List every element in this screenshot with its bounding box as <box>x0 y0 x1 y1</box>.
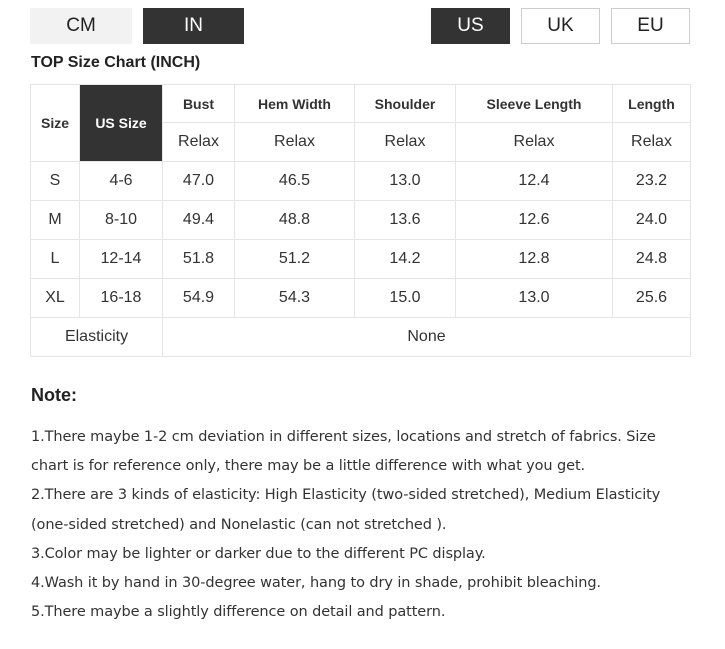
region-eu-button[interactable]: EU <box>611 8 690 44</box>
value-cell: 24.0 <box>613 201 691 240</box>
value-cell: 12.6 <box>456 201 613 240</box>
value-cell: 13.6 <box>355 201 456 240</box>
value-cell: 47.0 <box>163 162 235 201</box>
us-size-header: US Size <box>80 85 163 162</box>
size-cell: L <box>31 240 80 279</box>
value-cell: 12.4 <box>456 162 613 201</box>
value-cell: 54.3 <box>235 279 355 318</box>
us-size-cell: 4-6 <box>80 162 163 201</box>
value-cell: 49.4 <box>163 201 235 240</box>
table-row <box>31 279 691 318</box>
column-header: Sleeve Length <box>456 85 613 123</box>
value-cell: 13.0 <box>456 279 613 318</box>
value-cell: 23.2 <box>613 162 691 201</box>
value-cell: 14.2 <box>355 240 456 279</box>
column-subheader: Relax <box>613 123 691 162</box>
table-header-row <box>31 85 691 123</box>
size-cell: M <box>31 201 80 240</box>
note-item: 3.Color may be lighter or darker due to the different PC display. <box>31 545 486 562</box>
elasticity-row <box>31 318 691 357</box>
unit-in-button[interactable]: IN <box>143 8 244 44</box>
region-uk-button[interactable]: UK <box>521 8 600 44</box>
notes-list <box>31 423 681 627</box>
note-title: Note: <box>31 385 77 405</box>
column-subheader: Relax <box>235 123 355 162</box>
us-size-cell: 12-14 <box>80 240 163 279</box>
us-size-cell: 16-18 <box>80 279 163 318</box>
table-row <box>31 240 691 279</box>
column-subheader: Relax <box>163 123 235 162</box>
value-cell: 51.8 <box>163 240 235 279</box>
chart-title: TOP Size Chart (INCH) <box>31 54 201 71</box>
column-subheader: Relax <box>355 123 456 162</box>
note-item: 4.Wash it by hand in 30-degree water, hang to dry in shade, prohibit bleaching. <box>31 575 601 592</box>
size-cell: XL <box>31 279 80 318</box>
note-item: 5.There maybe a slightly difference on detail and pattern. <box>31 604 446 621</box>
region-us-button[interactable]: US <box>431 8 510 44</box>
column-subheader: Relax <box>456 123 613 162</box>
value-cell: 54.9 <box>163 279 235 318</box>
size-cell: S <box>31 162 80 201</box>
value-cell: 25.6 <box>613 279 691 318</box>
column-header: Hem Width <box>235 85 355 123</box>
table-row <box>31 162 691 201</box>
us-size-cell: 8-10 <box>80 201 163 240</box>
column-header: Length <box>613 85 691 123</box>
column-header: Bust <box>163 85 235 123</box>
value-cell: 13.0 <box>355 162 456 201</box>
unit-cm-button[interactable]: CM <box>30 8 132 44</box>
note-item: 1.There maybe 1-2 cm deviation in different sizes, locations and stretch of fabrics. Size chart is for reference only, there may be a little difference with what you get. <box>31 429 656 475</box>
table-row <box>31 201 691 240</box>
value-cell: 24.8 <box>613 240 691 279</box>
column-header: Shoulder <box>355 85 456 123</box>
elasticity-label: Elasticity <box>31 318 163 357</box>
elasticity-value: None <box>163 318 691 357</box>
value-cell: 15.0 <box>355 279 456 318</box>
size-chart-table <box>30 84 691 357</box>
value-cell: 12.8 <box>456 240 613 279</box>
value-cell: 51.2 <box>235 240 355 279</box>
value-cell: 48.8 <box>235 201 355 240</box>
note-item: 2.There are 3 kinds of elasticity: High Elasticity (two-sided stretched), Medium Elasticity (one-sided stretched) and Nonelastic (can not stretched ). <box>31 487 661 533</box>
size-header: Size <box>31 85 80 162</box>
value-cell: 46.5 <box>235 162 355 201</box>
